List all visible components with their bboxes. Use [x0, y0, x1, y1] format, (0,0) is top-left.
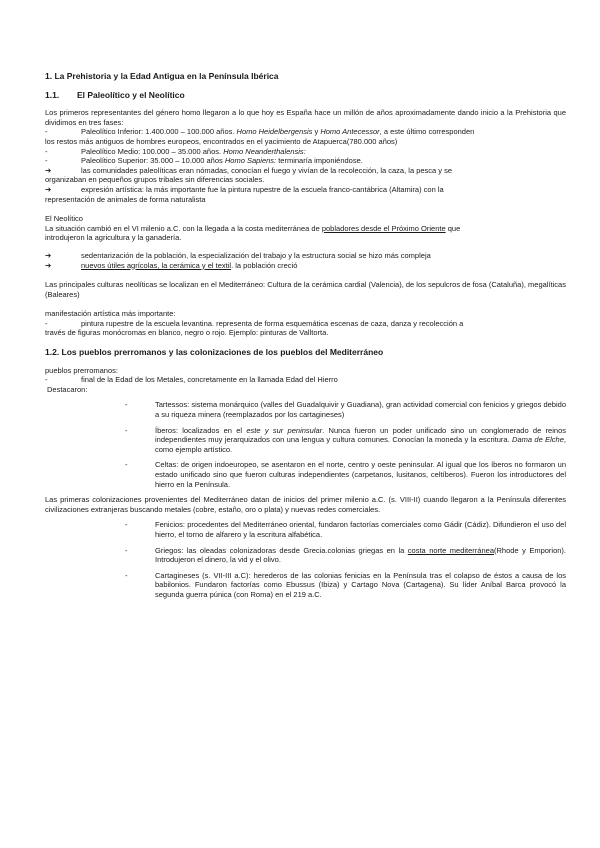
- section-title: El Paleolítico y el Neolítico: [77, 89, 185, 100]
- document-body: [45, 72, 566, 606]
- dash-marker: -: [45, 318, 48, 328]
- text-underlined: pobladores desde el Próximo Oriente: [321, 223, 446, 233]
- colonizaciones-paragraph: Las primeras colonizaciones provenientes del Mediterráneo datan de inicios del primer milenio a.C. (s. VIII-II) cuando llegaron a la Península diferentes civilizaciones extranjeras buscando metales (cobre, estaño, oro o plata) y nuevas redes comerciales.: [45, 495, 566, 514]
- list-item-inferior: [45, 127, 566, 137]
- heading-1: 1. La Prehistoria y la Edad Antigua en la Península Ibérica: [45, 71, 279, 81]
- section-number: 1.1.: [45, 89, 60, 100]
- heading-1-1: [45, 91, 566, 101]
- arrow-icon: ➔: [45, 260, 52, 270]
- dash-marker: -: [125, 520, 128, 530]
- text: . la población creció: [231, 260, 298, 270]
- text: Paleolítico Superior: 35.000 – 10.000 años: [81, 156, 225, 166]
- text: que: [445, 223, 461, 233]
- list-item-medio: [45, 147, 566, 157]
- continuation-line: los restos más antiguos de hombres europeos, encontrados en el yacimiento de Atapuerca(780.000 años): [45, 136, 398, 146]
- text-underlined: nuevos útiles agrícolas, la cerámica y el textil: [81, 260, 232, 270]
- text: Paleolítico Medio: 100.000 – 35.000 años.: [81, 146, 224, 156]
- dash-marker: -: [45, 127, 48, 137]
- culturas-paragraph: Las principales culturas neolíticas se localizan en el Mediterráneo: Cultura de la cerámica cardial (Valencia), de los sepulcros de fosa (Cataluña), megalíticas (Baleares): [45, 280, 566, 299]
- arrow-item-nomadas: [45, 166, 566, 176]
- text: expresión artística: la más importante fue la pintura rupestre de la escuela franco-cantábrica (Altamira) con la: [81, 184, 444, 194]
- neolitico-title: El Neolítico: [45, 214, 83, 224]
- text-italic: Homo Sapiens:: [224, 156, 277, 166]
- continuation-line: organizaban en pequeños grupos tribales sin diferencias sociales.: [45, 175, 265, 185]
- bullet-iberos: [125, 426, 566, 455]
- dash-marker: -: [125, 425, 128, 435]
- text: sedentarización de la población, la especialización del trabajo y la estructura social se hizo más compleja: [81, 250, 431, 260]
- heading-1-2: 1.2. Los pueblos prerromanos y las colonizaciones de los pueblos del Mediterráneo: [45, 347, 384, 358]
- continuation-line: introdujeron la agricultura y la ganadería.: [45, 233, 182, 243]
- destacaron-label: Destacaron:: [47, 384, 88, 394]
- arrow-item-utiles: [45, 261, 566, 271]
- text-italic: Homo Heidelbergensis: [236, 127, 313, 137]
- manifestacion-label: manifestación artística más importante:: [45, 309, 176, 319]
- intro-paragraph: Los primeros representantes del género homo llegaron a lo que hoy es España hace un millón de años aproximadamente dando inicio a la Prehistoria que dividimos en tres fases:: [45, 108, 566, 127]
- bullet-celtas: [125, 460, 566, 489]
- text-underlined: costa norte mediterránea: [407, 545, 494, 555]
- text: Celtas: de origen indoeuropeo, se asentaron en el norte, centro y oeste peninsular. Al igual que los íberos no formaron un estado unificado sino que fueron culturas independientes (carpetanos, lusitanos, celtíberos). Fueron los introductores del hierro en la Península.: [155, 460, 566, 489]
- text-italic: Homo Neanderthalensis:: [223, 146, 306, 156]
- dash-marker: -: [45, 156, 48, 166]
- list-item-levantina: [45, 319, 566, 329]
- dash-marker: -: [125, 460, 128, 470]
- arrow-icon: ➔: [45, 165, 52, 175]
- continuation-line: representación de animales de forma naturalista: [45, 194, 206, 204]
- bullet-fenicios: [125, 520, 566, 539]
- dash-marker: -: [125, 400, 128, 410]
- text: Íberos: localizados en el: [155, 425, 247, 435]
- text: . Nunca fueron un poder unificado sino un conglomerado de reinos independientes muy jerarquizados con una lengua y cultura comunes. Conocían la moneda y la escritura.: [155, 425, 566, 445]
- arrow-icon: ➔: [45, 250, 52, 260]
- dash-marker: -: [125, 570, 128, 580]
- dash-marker: -: [125, 545, 128, 555]
- text-italic: este y sur peninsular: [246, 425, 323, 435]
- continuation-line: través de figuras monócromas en blanco, negro o rojo. Ejemplo: pinturas de Valltorta.: [45, 328, 329, 338]
- arrow-icon: ➔: [45, 184, 52, 194]
- prerromanos-label: pueblos prerromanos:: [45, 365, 118, 375]
- text: y: [312, 127, 321, 137]
- bullet-tartessos: [125, 400, 566, 419]
- text: Griegos: las oleadas colonizadoras desde Grecia.colonias griegas en la: [155, 545, 408, 555]
- text: (Rhode y Emporion). Introdujeron el dinero, la vid y el olivo.: [155, 545, 567, 565]
- text: Fenicios: procedentes del Mediterráneo oriental, fundaron factorías comerciales como Gádir (Cádiz). Difundieron el uso del hierro, el torno de alfarero y la escritura alfabética.: [155, 520, 566, 539]
- text: Tartessos: sistema monárquico (valles del Guadalquivir y Guadiana), gran actividad comercial con fenicios y griegos debido a su riqueza minera (reemplazados por los cartagineses): [155, 400, 566, 420]
- text: La situación cambió en el VI milenio a.C. con la llegada a la costa mediterránea de: [45, 223, 322, 233]
- text-italic: Dama de Elche: [512, 435, 564, 445]
- text: , como ejemplo artístico.: [155, 435, 566, 454]
- bullet-cartagineses: [125, 571, 566, 600]
- text: Paleolítico Inferior: 1.400.000 – 100.000 años.: [81, 127, 237, 137]
- list-item-superior: [45, 156, 566, 166]
- arrow-item-arte: [45, 185, 566, 195]
- bullet-griegos: [125, 546, 566, 565]
- text: las comunidades paleolíticas eran nómadas, conocían el fuego y vivían de la recolección, la caza, la pesca y se: [81, 165, 453, 175]
- arrow-item-sedentarizacion: [45, 251, 566, 261]
- dash-marker: -: [45, 375, 48, 385]
- text: pintura rupestre de la escuela levantina. representa de forma esquemática escenas de caza, danza y recolección a: [81, 318, 464, 328]
- neolitico-paragraph: [45, 224, 566, 234]
- text: , a este último corresponden: [379, 127, 475, 137]
- text: Cartagineses (s. VII-III a.C): herederos de las colonias fenicias en la Península tras el colapso de éstos a causa de los babilonios. Fundaron factorías como Ebussus (Ibiza) y Cartago Nova (Cartagena). Su líder Aníbal Barca provocó la segunda guerra púnica (con Roma) en el 219 a.C.: [155, 570, 566, 599]
- text-italic: Homo Antecessor: [320, 127, 380, 137]
- text: final de la Edad de los Metales, concretamente en la llamada Edad del Hierro: [81, 375, 338, 385]
- text: terminaría imponiéndose.: [276, 156, 363, 166]
- list-item-metales: [45, 375, 566, 385]
- dash-marker: -: [45, 146, 48, 156]
